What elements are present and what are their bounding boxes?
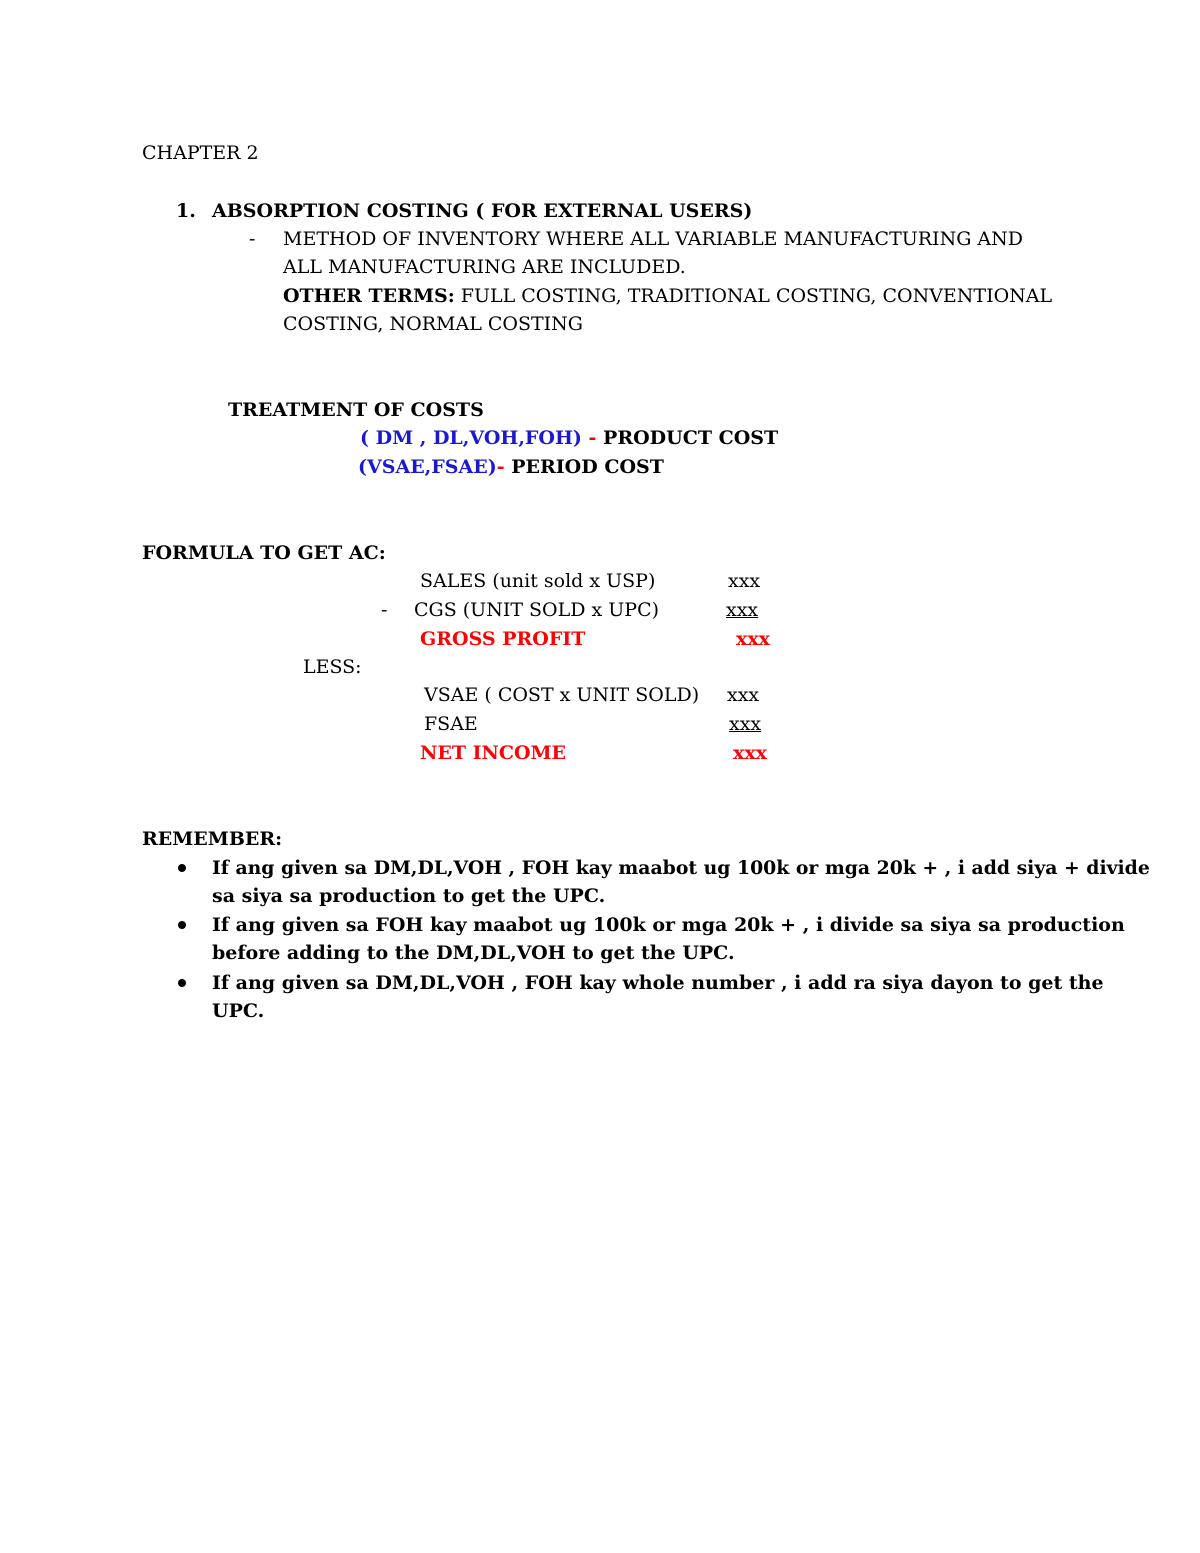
period-cost-line: [358, 453, 664, 481]
fsae-value: xxx: [729, 713, 762, 735]
sales-value: xxx: [728, 570, 761, 592]
section-heading: ABSORPTION COSTING ( FOR EXTERNAL USERS): [212, 200, 753, 222]
definition-line-2: ALL MANUFACTURING ARE INCLUDED.: [283, 256, 686, 278]
sales-label: SALES (unit sold x USP): [420, 570, 656, 592]
bullet-icon: [178, 979, 186, 987]
cgs-label: CGS (UNIT SOLD x UPC): [414, 599, 660, 621]
definition-dash: -: [249, 228, 256, 250]
definition-line-1: METHOD OF INVENTORY WHERE ALL VARIABLE MANUFACTURING AND: [283, 228, 1023, 250]
minus-sign: -: [381, 599, 388, 621]
other-terms-text: FULL COSTING, TRADITIONAL COSTING, CONVENTIONAL: [454, 285, 1053, 307]
period-cost-items: (VSAE,FSAE): [358, 456, 497, 478]
remember-item-3-line-2: UPC.: [212, 1000, 265, 1022]
cgs-value: xxx: [726, 599, 759, 621]
vsae-label: VSAE ( COST x UNIT SOLD): [424, 684, 700, 706]
period-cost-separator: -: [496, 456, 512, 478]
other-terms-line-2: COSTING, NORMAL COSTING: [283, 313, 583, 335]
remember-heading: REMEMBER:: [142, 828, 283, 850]
other-terms-label: OTHER TERMS:: [283, 285, 455, 307]
remember-item-2-line-2: before adding to the DM,DL,VOH to get the UPC.: [212, 942, 735, 964]
remember-item-3-line-1: If ang given sa DM,DL,VOH , FOH kay whole number , i add ra siya dayon to get the: [212, 972, 1104, 994]
gross-profit-label: GROSS PROFIT: [420, 628, 586, 650]
product-cost-line: [360, 424, 778, 452]
treatment-heading: TREATMENT OF COSTS: [228, 399, 484, 421]
remember-item-1-line-1: If ang given sa DM,DL,VOH , FOH kay maabot ug 100k or mga 20k + , i add siya + divide: [212, 857, 1150, 879]
fsae-label: FSAE: [424, 713, 478, 735]
net-income-value: xxx: [733, 742, 767, 764]
product-cost-items: ( DM , DL,VOH,FOH): [360, 427, 582, 449]
vsae-value: xxx: [727, 684, 760, 706]
other-terms-line-1: [283, 282, 1052, 310]
product-cost-separator: -: [581, 427, 604, 449]
remember-item-2-line-1: If ang given sa FOH kay maabot ug 100k or mga 20k + , i divide sa siya sa production: [212, 914, 1125, 936]
chapter-title: CHAPTER 2: [142, 142, 259, 164]
product-cost-label: PRODUCT COST: [603, 427, 779, 449]
period-cost-label: PERIOD COST: [511, 456, 664, 478]
section-number: 1.: [176, 200, 196, 222]
gross-profit-value: xxx: [736, 628, 770, 650]
formula-heading: FORMULA TO GET AC:: [142, 542, 386, 564]
bullet-icon: [178, 921, 186, 929]
bullet-icon: [178, 864, 186, 872]
remember-item-1-line-2: sa siya sa production to get the UPC.: [212, 885, 606, 907]
less-label: LESS:: [303, 656, 362, 678]
net-income-label: NET INCOME: [420, 742, 567, 764]
